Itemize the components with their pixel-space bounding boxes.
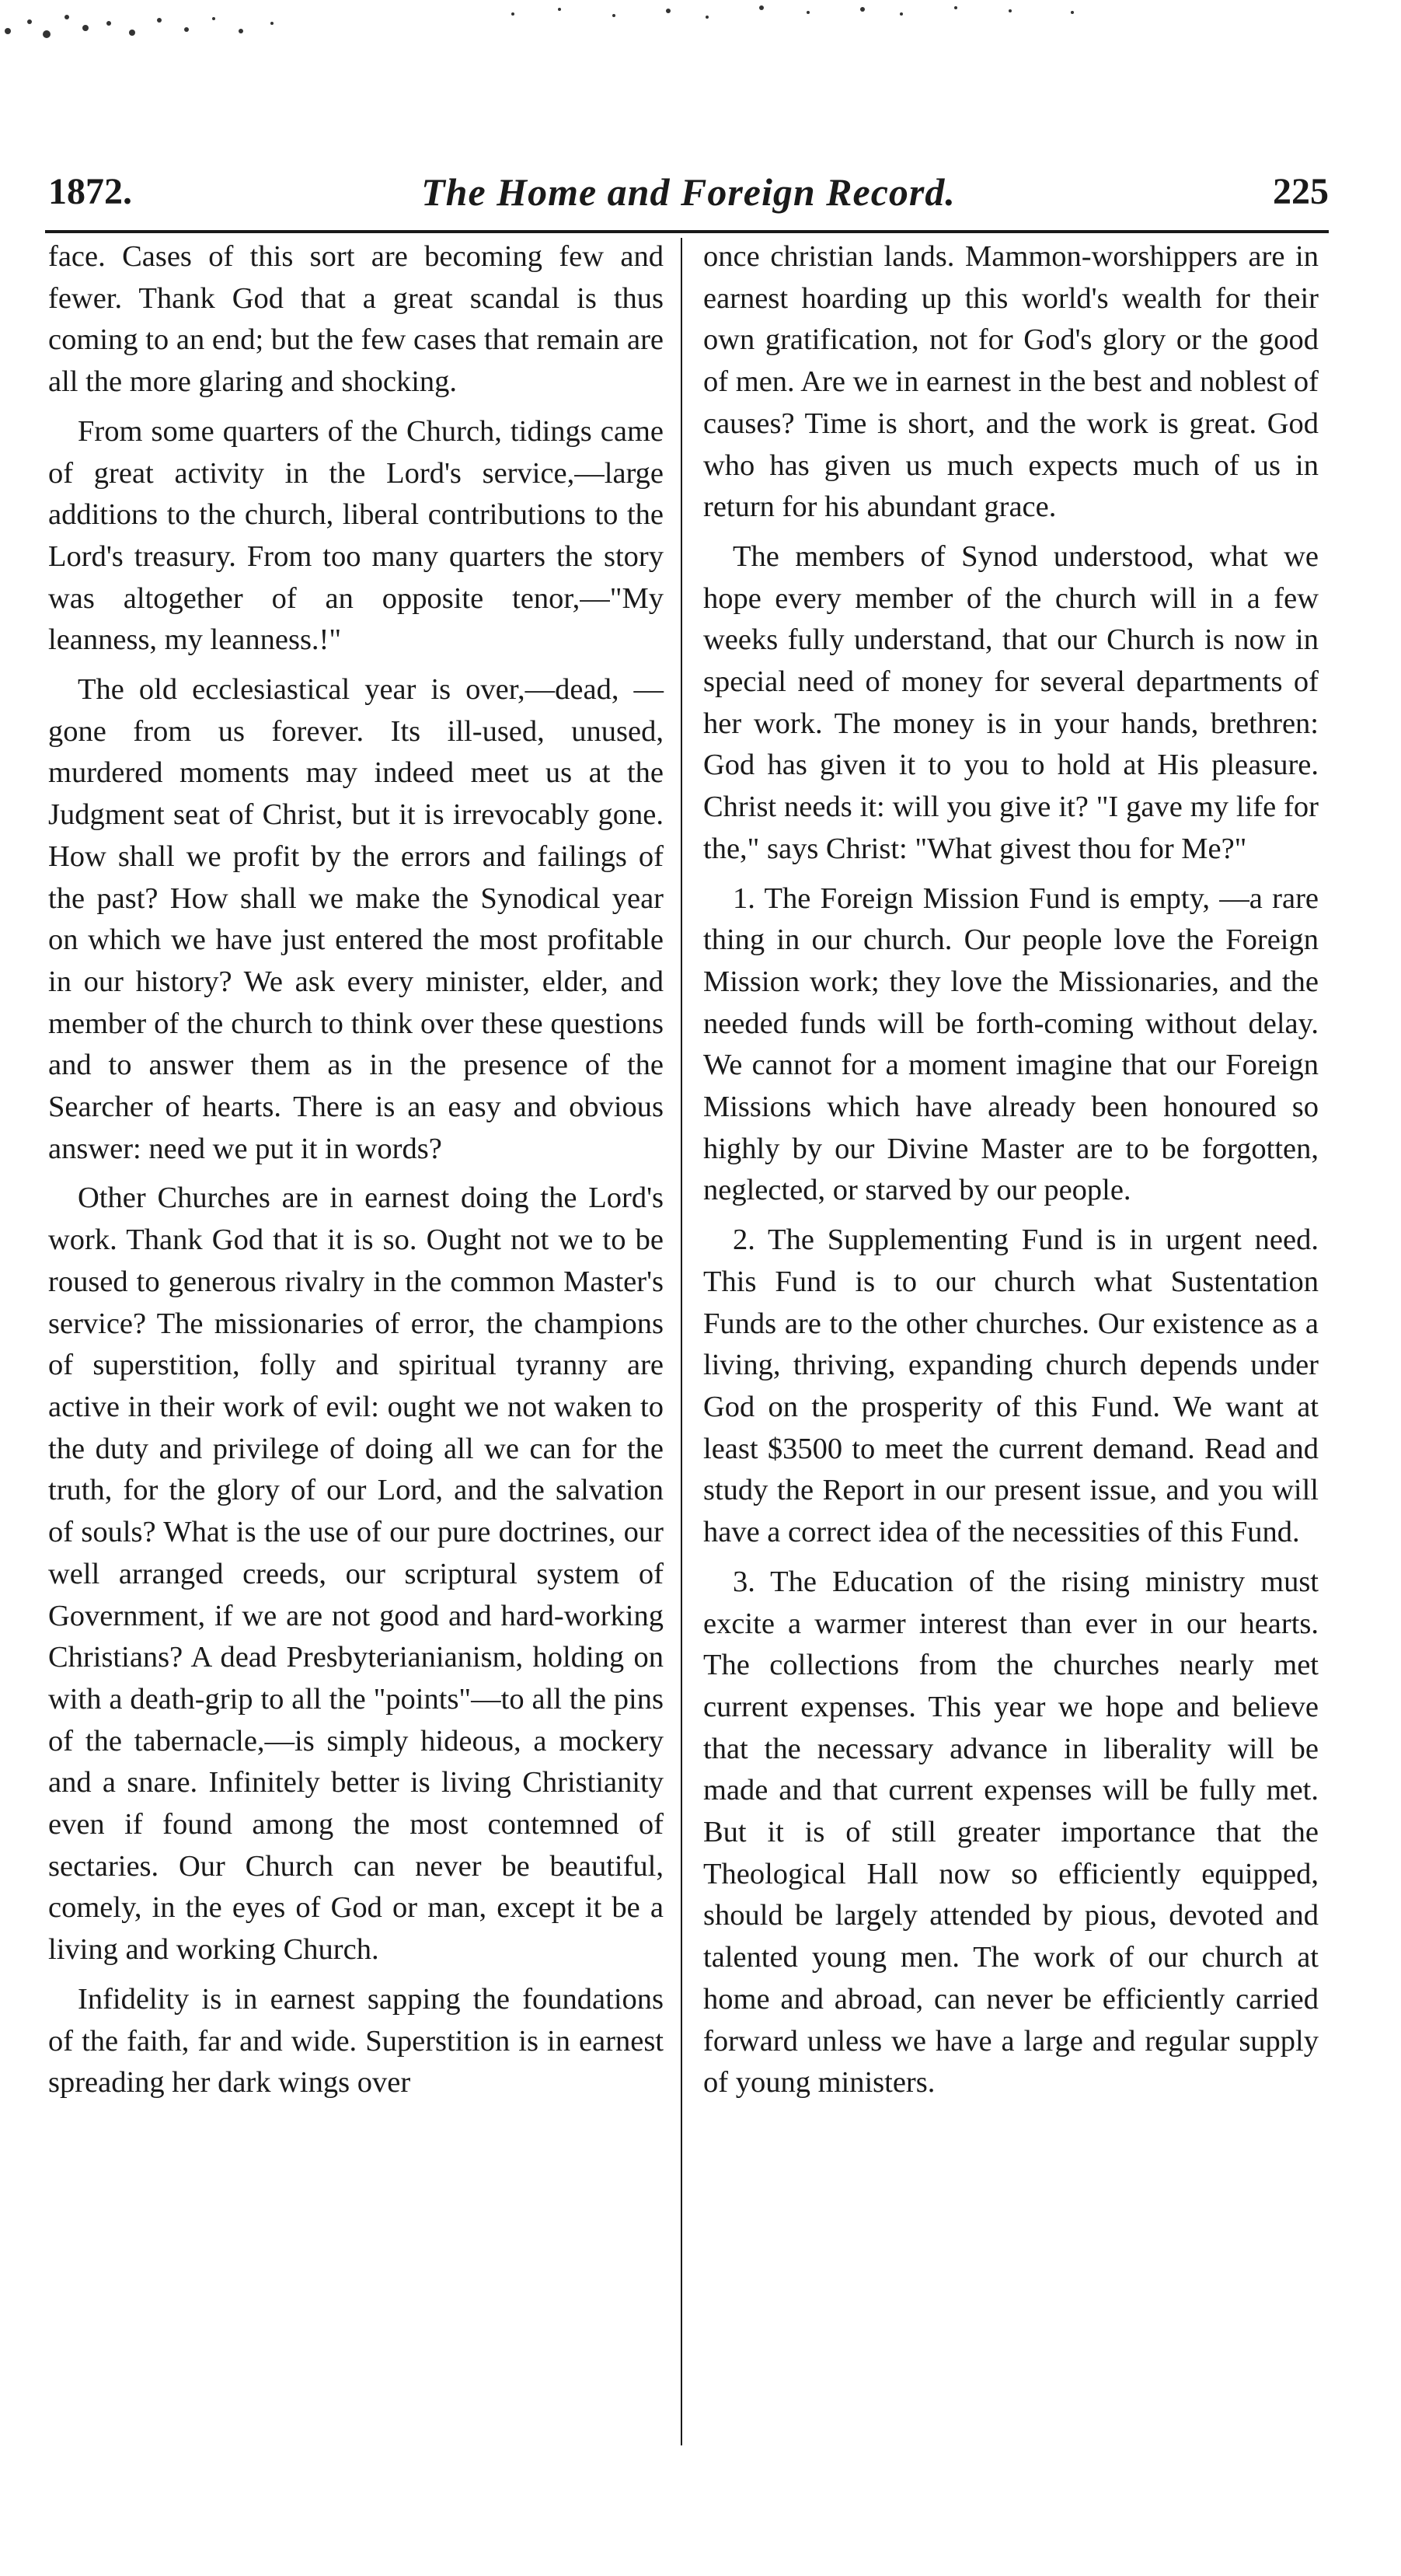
print-specks-decoration xyxy=(0,0,1401,86)
paragraph: Infidelity is in earnest sapping the foundations of the faith, far and wide. Superstition is in earnest spreading her dark wings over xyxy=(48,1982,664,2100)
header-rule xyxy=(45,230,1329,233)
paragraph: The old ecclesiastical year is over,—dead, —gone from us forever. Its ill-used, unused, murdered moments may indeed meet us at the Judgment seat of Christ, but it is irrevocably gone. How shall we profit by the errors and failings of the past? How shall we make the Synodical year on which we have just entered the most profitable in our history? We ask every minister, elder, and member of the church to think over these questions and to answer them as in the presence of the Searcher of hearts. There is an easy and obvious answer: need we put it in words? xyxy=(48,673,664,1165)
numbered-paragraph-education: 3. The Education of the rising ministry must excite a warmer interest than ever in our hearts. The collections from the churches nearly met current expenses. This year we hope and believe that the necessary advance in liberality will be made and that current expenses will be fully met. But it is of still greater importance that the Theological Hall now so efficiently equipped, should be largely attended by pious, devoted and talented young men. The work of our church at home and abroad, can never be efficiently carried forward unless we have a large and regular supply of young ministers. xyxy=(703,1565,1319,2100)
numbered-paragraph-foreign-mission: 1. The Foreign Mission Fund is empty, —a rare thing in our church. Our people love the Foreign Mission work; they love the Missionaries, and the needed funds will be forth-coming without delay. We cannot for a moment imagine that our Foreign Missions which have already been honoured so highly by our Divine Master are to be forgotten, neglected, or starved by our people. xyxy=(703,881,1319,1207)
header-page-number: 225 xyxy=(1273,171,1329,212)
paragraph: once christian lands. Mammon-worshippers are in earnest hoarding up this world's wealth for their own gratification, not for God's glory or the good of men. Are we in earnest in the best and noblest of causes? Time is short, and the work is great. God who has given us much expects much of us in return for his abundant grace. xyxy=(703,240,1319,524)
right-column xyxy=(703,236,1319,2112)
left-column xyxy=(48,236,664,2112)
paragraph: The members of Synod understood, what we hope every member of the church will in a few weeks fully understand, that our Church is now in special need of money for several departments of her work. The money is in your hands, brethren: God has given it to you to hold at His pleasure. Christ needs it: will you give it? "I gave my life for the," says Christ: "What givest thou for Me?" xyxy=(703,539,1319,865)
running-header xyxy=(48,165,1329,219)
header-year: 1872. xyxy=(48,171,132,212)
numbered-paragraph-supplementing-fund: 2. The Supplementing Fund is in urgent need. This Fund is to our church what Sustentation Funds are to the other churches. Our existence as a living, thriving, expanding church depends under God on the prosperity of this Fund. We want at least $3500 to meet the current demand. Read and study the Report in our present issue, and you will have a correct idea of the necessities of this Fund. xyxy=(703,1223,1319,1549)
header-title: The Home and Foreign Record. xyxy=(421,170,956,214)
column-divider xyxy=(681,238,682,2445)
paragraph: Other Churches are in earnest doing the Lord's work. Thank God that it is so. Ought not we to be roused to generous rivalry in the common Master's service? The missionaries of error, the champions of superstition, folly and spiritual tyranny are active in their work of evil: ought we not waken to the duty and privilege of doing all we can for the truth, for the glory of our Lord, and the salvation of souls? What is the use of our pure doctrines, our well arranged creeds, our scriptural system of Government, if we are not good and hard-working Christians? A dead Presbyterianianism, holding on with a death-grip to all the "points"—to all the pins of the tabernacle,—is simply hideous, a mockery and a snare. Infinitely better is living Christianity even if found among the most contemned of sectaries. Our Church can never be beautiful, comely, in the eyes of God or man, except it be a living and working Church. xyxy=(48,1182,664,1967)
paragraph: From some quarters of the Church, tidings came of great activity in the Lord's service,—large additions to the church, liberal contributions to the Lord's treasury. From too many quarters the story was altogether of an opposite tenor,—"My leanness, my leanness.!" xyxy=(48,414,664,657)
paragraph: face. Cases of this sort are becoming few and fewer. Thank God that a great scandal is thus coming to an end; but the few cases that remain are all the more glaring and shocking. xyxy=(48,240,664,399)
